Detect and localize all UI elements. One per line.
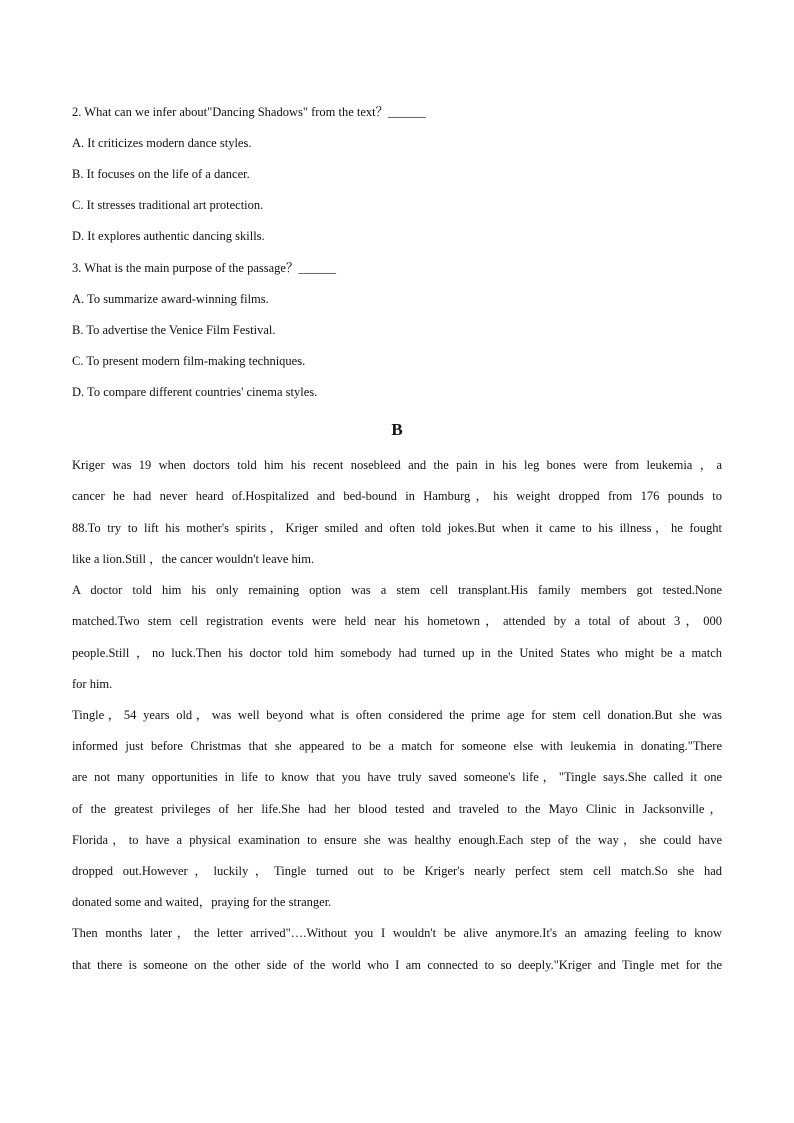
passage-line: for him. <box>72 677 113 691</box>
question-3-option-a: A. To summarize award-winning films. <box>72 292 269 306</box>
question-2-option-a: A. It criticizes modern dance styles. <box>72 136 252 150</box>
question-3-option-d: D. To compare different countries' cinema styles. <box>72 385 318 399</box>
passage-line: that there is someone on the other side of the world who I am connected to so deeply."Kriger and Tingle met for the <box>72 958 722 972</box>
question-2-stem: 2. What can we infer about"Dancing Shadows" from the text？______ <box>72 105 426 119</box>
question-3-option-b: B. To advertise the Venice Film Festival. <box>72 323 276 337</box>
passage-line: 88.To try to lift his mother's spirits，Kriger smiled and often told jokes.But when it came to his illness，he fought <box>72 521 722 535</box>
passage-line: Florida，to have a physical examination to ensure she was healthy enough.Each step of the way，she could have <box>72 833 722 847</box>
passage-line: A doctor told him his only remaining option was a stem cell transplant.His family members got tested.None <box>72 583 722 597</box>
passage-line: informed just before Christmas that she appeared to be a match for someone else with leukemia in donating."There <box>72 739 722 753</box>
passage-line: of the greatest privileges of her life.She had her blood tested and traveled to the Mayo Clinic in Jacksonville， <box>72 802 722 816</box>
passage-line: matched.Two stem cell registration events were held near his hometown，attended by a total of about 3，000 <box>72 614 722 628</box>
passage-line: Kriger was 19 when doctors told him his recent nosebleed and the pain in his leg bones were from leukemia ，a <box>72 458 722 472</box>
passage-line: are not many opportunities in life to know that you have truly saved someone's life，"Tingle says.She called it one <box>72 770 722 784</box>
question-2-option-b: B. It focuses on the life of a dancer. <box>72 167 250 181</box>
passage-line: Then months later，the letter arrived"….Without you I wouldn't be alive anymore.It's an amazing feeling to know <box>72 926 722 940</box>
question-2-option-d: D. It explores authentic dancing skills. <box>72 229 265 243</box>
passage-line: people.Still ，no luck.Then his doctor told him somebody had turned up in the United States who might be a match <box>72 646 722 660</box>
passage-line: donated some and waited，praying for the stranger. <box>72 895 332 909</box>
passage-line: Tingle，54 years old，was well beyond what is often considered the prime age for stem cell donation.But she was <box>72 708 722 722</box>
question-2-option-c: C. It stresses traditional art protection. <box>72 198 264 212</box>
question-3-stem: 3. What is the main purpose of the passage？______ <box>72 261 336 275</box>
passage-line: like a lion.Still ，the cancer wouldn't leave him. <box>72 552 315 566</box>
question-3-option-c: C. To present modern film-making techniques. <box>72 354 306 368</box>
section-heading: B <box>391 420 403 439</box>
passage-line: cancer he had never heard of.Hospitalized and bed-bound in Hamburg，his weight dropped from 176 pounds to <box>72 489 722 503</box>
passage-line: dropped out.However，luckily，Tingle turned out to be Kriger's nearly perfect stem cell match.So she had <box>72 864 722 878</box>
